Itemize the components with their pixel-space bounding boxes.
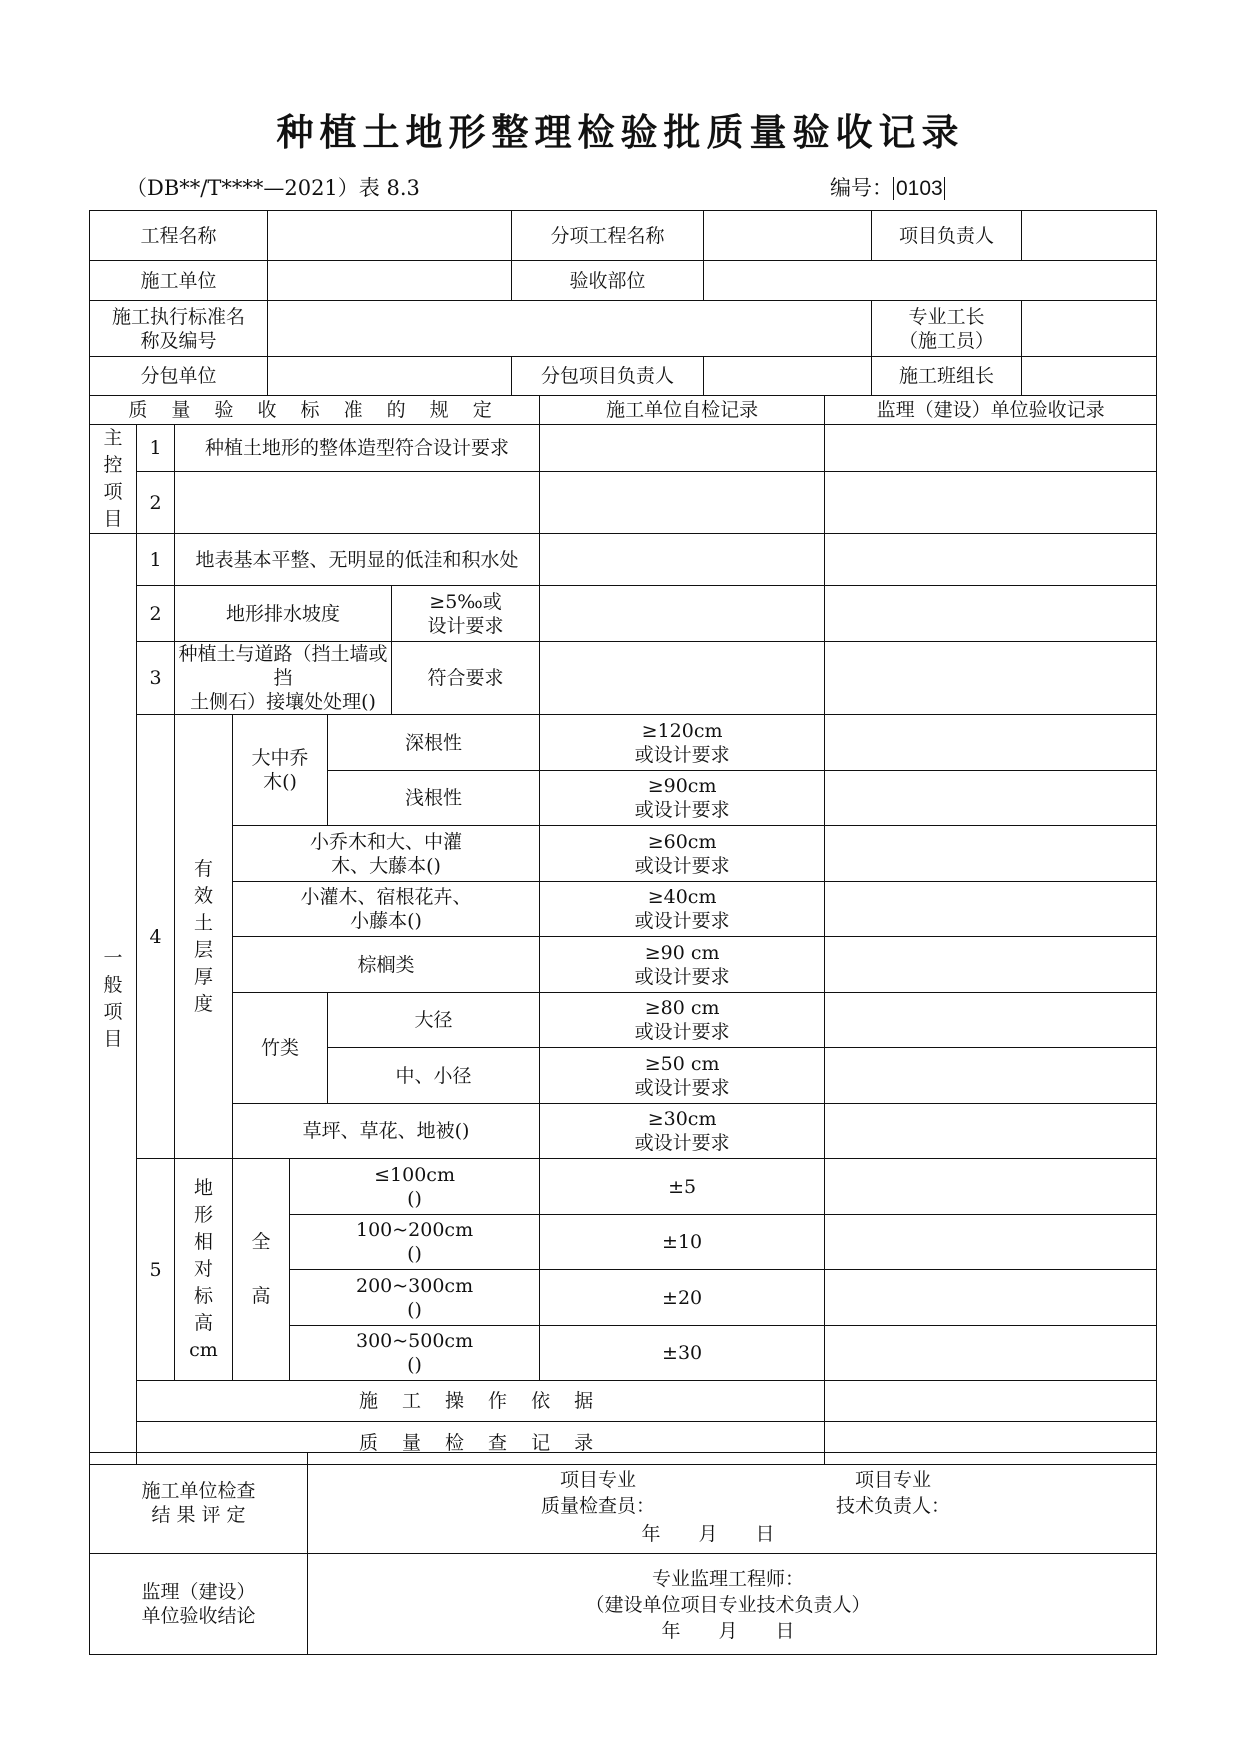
main-item-no: 2	[137, 472, 175, 534]
page-title: 种植土地形整理检验批质量验收记录	[276, 110, 965, 154]
general-item-text: 种植土与道路（挡土墙或挡 土侧石）接壤处处理()	[175, 642, 392, 715]
signoff-date: 年 月 日	[641, 1523, 775, 1545]
serial-number	[830, 172, 945, 202]
subcontractor-field[interactable]	[268, 357, 512, 396]
self-check-cell[interactable]	[540, 534, 825, 586]
supervision-cell[interactable]	[825, 586, 1157, 642]
construction-signoff-area[interactable]	[308, 1453, 1157, 1554]
sub-item-manager-label: 分包项目负责人	[512, 357, 704, 396]
sub-item-manager-field[interactable]	[704, 357, 872, 396]
self-check-cell[interactable]	[540, 642, 825, 715]
serial-value[interactable]: 0103	[893, 177, 945, 200]
bamboo-label: 竹类	[233, 993, 328, 1104]
requirement-cell: ≥90 cm 或设计要求	[540, 937, 825, 993]
project-name-label: 工程名称	[90, 211, 268, 261]
construction-result-label: 施工单位检查 结 果 评 定	[90, 1453, 308, 1554]
tolerance-cell: ±10	[540, 1215, 825, 1270]
self-check-cell[interactable]	[825, 993, 1157, 1048]
tolerance-cell: ±20	[540, 1270, 825, 1326]
foreman-field[interactable]	[1022, 301, 1157, 357]
relative-elevation-label: 地 形 相 对 标 高 cm	[175, 1159, 233, 1381]
main-item-text: 种植土地形的整体造型符合设计要求	[175, 425, 540, 472]
range-label: 300~500cm ()	[290, 1326, 540, 1381]
self-check-cell[interactable]	[540, 472, 825, 534]
project-manager-label: 项目负责人	[872, 211, 1022, 261]
supervision-signoff-area[interactable]	[308, 1554, 1157, 1655]
standard-name-label: 施工执行标准名 称及编号	[90, 301, 268, 357]
palms-label: 棕榈类	[233, 937, 540, 993]
small-trees-label: 小乔木和大、中灌 木、大藤本()	[233, 826, 540, 882]
signoff-date: 年 月 日	[661, 1620, 795, 1642]
inspection-table	[89, 395, 1157, 1465]
team-leader-label: 施工班组长	[872, 357, 1022, 396]
supervision-conclusion-label: 监理（建设） 单位验收结论	[90, 1554, 308, 1655]
general-item-no: 4	[137, 715, 175, 1159]
self-check-cell[interactable]	[825, 1215, 1157, 1270]
team-leader-field[interactable]	[1022, 357, 1157, 396]
self-check-cell[interactable]	[540, 586, 825, 642]
general-item-no: 1	[137, 534, 175, 586]
large-trees-label: 大中乔 木()	[233, 715, 328, 826]
general-item-no: 5	[137, 1159, 175, 1381]
foreman-label: 专业工长 （施工员）	[872, 301, 1022, 357]
requirement-cell: ≥60cm 或设计要求	[540, 826, 825, 882]
project-manager-field[interactable]	[1022, 211, 1157, 261]
self-check-cell[interactable]	[825, 937, 1157, 993]
main-item-text	[175, 472, 540, 534]
shrubs-label: 小灌木、宿根花卉、 小藤本()	[233, 882, 540, 937]
supervision-cell[interactable]	[825, 642, 1157, 715]
self-check-cell[interactable]	[825, 1381, 1157, 1422]
tolerance-cell: ±5	[540, 1159, 825, 1215]
range-label: 200~300cm ()	[290, 1270, 540, 1326]
main-control-label: 主 控 项 目	[90, 425, 137, 534]
construction-unit-label: 施工单位	[90, 261, 268, 301]
bamboo-large-label: 大径	[328, 993, 540, 1048]
sub-project-name-label: 分项工程名称	[512, 211, 704, 261]
supervision-cell[interactable]	[825, 534, 1157, 586]
quality-inspector-label: 项目专业 质量检查员：	[540, 1469, 655, 1517]
full-height-label: 全 高	[233, 1159, 290, 1381]
signoff-table	[89, 1452, 1157, 1655]
main-item-no: 1	[137, 425, 175, 472]
acceptance-part-field[interactable]	[704, 261, 1157, 301]
requirement-cell: ≥40cm 或设计要求	[540, 882, 825, 937]
self-check-cell[interactable]	[825, 1048, 1157, 1104]
self-check-cell[interactable]	[540, 425, 825, 472]
standard-code: （DB**/T****—2021）表 8.3	[126, 176, 420, 200]
self-check-cell[interactable]	[825, 715, 1157, 771]
requirement-cell: ≥120cm 或设计要求	[540, 715, 825, 771]
self-check-cell[interactable]	[825, 882, 1157, 937]
supervision-cell[interactable]	[825, 472, 1157, 534]
requirement-cell: 符合要求	[392, 642, 540, 715]
acceptance-part-label: 验收部位	[512, 261, 704, 301]
self-check-cell[interactable]	[825, 1270, 1157, 1326]
general-item-no: 3	[137, 642, 175, 715]
self-check-column-header: 施工单位自检记录	[540, 396, 825, 425]
operation-basis-label: 施 工 操 作 依 据	[137, 1381, 825, 1422]
soil-thickness-label: 有 效 土 层 厚 度	[175, 715, 233, 1159]
shallow-root-label: 浅根性	[328, 771, 540, 826]
subcontractor-label: 分包单位	[90, 357, 268, 396]
requirement-cell: ≥90cm 或设计要求	[540, 771, 825, 826]
quality-record-label: 质 量 检 查 记 录	[137, 1422, 825, 1465]
supervision-column-header: 监理（建设）单位验收记录	[825, 396, 1157, 425]
self-check-cell[interactable]	[825, 1326, 1157, 1381]
standard-column-header: 质 量 验 收 标 准 的 规 定	[90, 396, 540, 425]
info-table	[89, 210, 1157, 396]
requirement-cell: ≥5‰或 设计要求	[392, 586, 540, 642]
general-item-text: 地表基本平整、无明显的低洼和积水处	[175, 534, 540, 586]
requirement-cell: ≥30cm 或设计要求	[540, 1104, 825, 1159]
bamboo-small-label: 中、小径	[328, 1048, 540, 1104]
general-item-text: 地形排水坡度	[175, 586, 392, 642]
self-check-cell[interactable]	[825, 826, 1157, 882]
general-items-label: 一 般 项 目	[90, 534, 137, 1465]
requirement-cell: ≥80 cm 或设计要求	[540, 993, 825, 1048]
self-check-cell[interactable]	[825, 1104, 1157, 1159]
construction-unit-field[interactable]	[268, 261, 512, 301]
standard-name-field[interactable]	[268, 301, 872, 357]
self-check-cell[interactable]	[825, 1159, 1157, 1215]
range-label: 100~200cm ()	[290, 1215, 540, 1270]
project-name-field[interactable]	[268, 211, 512, 261]
range-label: ≤100cm ()	[290, 1159, 540, 1215]
sub-project-name-field[interactable]	[704, 211, 872, 261]
general-item-no: 2	[137, 586, 175, 642]
lawn-label: 草坪、草花、地被()	[233, 1104, 540, 1159]
tolerance-cell: ±30	[540, 1326, 825, 1381]
deep-root-label: 深根性	[328, 715, 540, 771]
requirement-cell: ≥50 cm 或设计要求	[540, 1048, 825, 1104]
self-check-cell[interactable]	[825, 771, 1157, 826]
serial-label: 编号：	[830, 176, 893, 200]
supervision-cell[interactable]	[825, 425, 1157, 472]
supervision-engineer-label: 专业监理工程师： （建设单位项目专业技术负责人）	[585, 1568, 871, 1616]
technical-lead-label: 项目专业 技术负责人：	[835, 1469, 950, 1517]
